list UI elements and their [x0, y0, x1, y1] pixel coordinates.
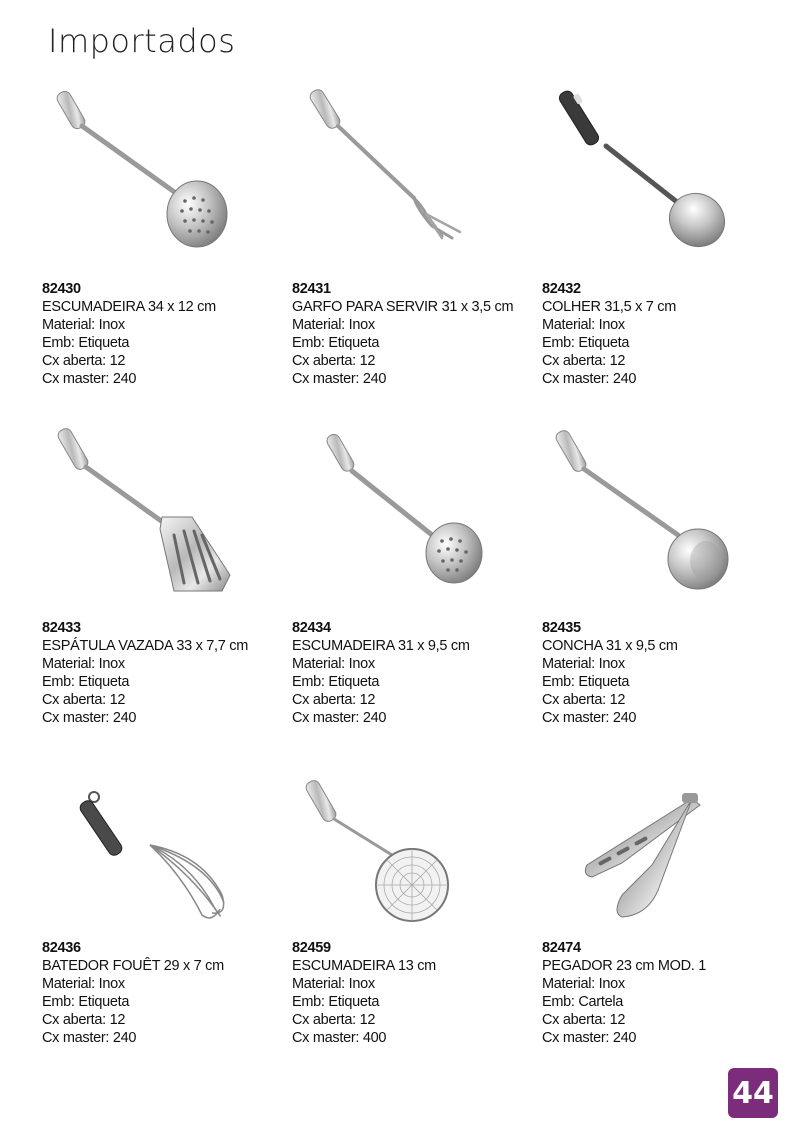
page-number-badge: 44: [728, 1068, 778, 1118]
product-master-box: Cx master: 240: [542, 371, 637, 387]
product-material: Material: Inox: [42, 656, 125, 672]
product-open-box: Cx aberta: 12: [42, 353, 126, 369]
product-packaging: Emb: Cartela: [542, 994, 624, 1010]
ladle-icon: [542, 425, 792, 615]
product-packaging: Emb: Etiqueta: [542, 335, 630, 351]
product-material: Material: Inox: [292, 656, 375, 672]
product-master-box: Cx master: 240: [42, 1030, 137, 1046]
product-open-box: Cx aberta: 12: [42, 1012, 126, 1028]
tongs-icon: [542, 745, 792, 935]
product-code: 82432: [542, 281, 581, 297]
product-open-box: Cx aberta: 12: [542, 353, 626, 369]
product-code: 82436: [42, 940, 81, 956]
product-material: Material: Inox: [292, 317, 375, 333]
product-name: ESPÁTULA VAZADA 33 x 7,7 cm: [42, 638, 248, 654]
product-packaging: Emb: Etiqueta: [292, 994, 380, 1010]
page-title: Importados: [48, 22, 236, 60]
product-name: PEGADOR 23 cm MOD. 1: [542, 958, 707, 974]
whisk-icon: [42, 745, 292, 935]
product-packaging: Emb: Etiqueta: [542, 674, 630, 690]
product-packaging: Emb: Etiqueta: [42, 994, 130, 1010]
product-master-box: Cx master: 240: [42, 371, 137, 387]
product-name: GARFO PARA SERVIR 31 x 3,5 cm: [292, 299, 514, 315]
product-open-box: Cx aberta: 12: [42, 692, 126, 708]
product-packaging: Emb: Etiqueta: [292, 674, 380, 690]
product-material: Material: Inox: [542, 976, 625, 992]
product-master-box: Cx master: 240: [542, 1030, 637, 1046]
product-code: 82435: [542, 620, 581, 636]
product-material: Material: Inox: [542, 656, 625, 672]
product-name: ESCUMADEIRA 34 x 12 cm: [42, 299, 216, 315]
product-packaging: Emb: Etiqueta: [292, 335, 380, 351]
product-material: Material: Inox: [42, 317, 125, 333]
product-code: 82434: [292, 620, 331, 636]
skimmer-icon: [292, 425, 542, 615]
product-master-box: Cx master: 240: [542, 710, 637, 726]
product-material: Material: Inox: [292, 976, 375, 992]
product-name: ESCUMADEIRA 31 x 9,5 cm: [292, 638, 470, 654]
product-code: 82430: [42, 281, 81, 297]
product-master-box: Cx master: 240: [292, 371, 387, 387]
product-material: Material: Inox: [42, 976, 125, 992]
product-packaging: Emb: Etiqueta: [42, 335, 130, 351]
skimmer-icon: [42, 86, 292, 276]
serving-fork-icon: [292, 86, 542, 276]
product-code: 82431: [292, 281, 331, 297]
product-master-box: Cx master: 400: [292, 1030, 387, 1046]
product-open-box: Cx aberta: 12: [542, 1012, 626, 1028]
product-open-box: Cx aberta: 12: [292, 353, 376, 369]
product-name: BATEDOR FOUÊT 29 x 7 cm: [42, 958, 224, 974]
product-name: ESCUMADEIRA 13 cm: [292, 958, 436, 974]
product-open-box: Cx aberta: 12: [542, 692, 626, 708]
spoon-icon: [542, 86, 792, 276]
mesh-strainer-icon: [292, 745, 542, 935]
product-material: Material: Inox: [542, 317, 625, 333]
product-code: 82474: [542, 940, 581, 956]
product-packaging: Emb: Etiqueta: [42, 674, 130, 690]
product-master-box: Cx master: 240: [42, 710, 137, 726]
product-master-box: Cx master: 240: [292, 710, 387, 726]
product-open-box: Cx aberta: 12: [292, 1012, 376, 1028]
product-code: 82433: [42, 620, 81, 636]
slotted-spatula-icon: [42, 425, 292, 615]
product-code: 82459: [292, 940, 331, 956]
product-name: COLHER 31,5 x 7 cm: [542, 299, 677, 315]
product-open-box: Cx aberta: 12: [292, 692, 376, 708]
product-name: CONCHA 31 x 9,5 cm: [542, 638, 678, 654]
